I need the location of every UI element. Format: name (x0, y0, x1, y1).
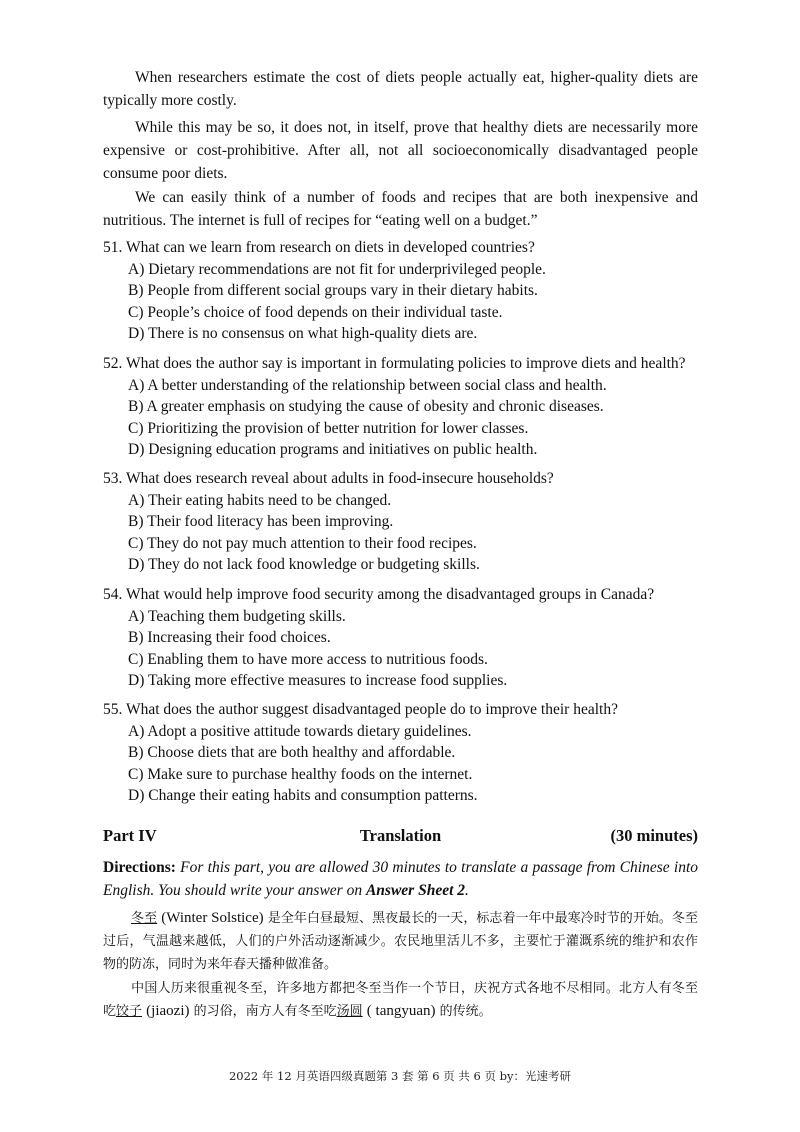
directions-text: For this part, you are allowed 30 minutes to translate a passage from Chinese into English. You should write your answer on (103, 859, 699, 899)
option-b: B) Choose diets that are both healthy and affordable. (128, 744, 456, 761)
option-d: D) There is no consensus on what high-quality diets are. (128, 325, 478, 342)
question-52 (103, 353, 723, 461)
question-53 (103, 468, 723, 576)
term-jiaozi: 饺子 (116, 1004, 143, 1019)
option-c: C) People’s choice of food depends on their individual taste. (128, 303, 503, 321)
page-footer: 2022 年 12 月英语四级真题第 3 套 第 6 页 共 6 页 by：光速考研 (228, 1069, 572, 1083)
translation-paragraph-2: 中国人历来很重视冬至，许多地方都把冬至当作一个节日，庆祝方式各地不尽相同。北方人有冬至吃饺子 (jiaozi) 的习俗，南方人有冬至吃汤圆 ( tangyuan) 的传统。 (103, 981, 698, 1019)
question-stem: 53. What does research reveal about adults in food-insecure households? (103, 470, 554, 487)
term-dongzhi-english: (Winter Solstice) (161, 910, 264, 926)
question-stem: 54. What would help improve food security among the disadvantaged groups in Canada? (103, 586, 655, 603)
option-d: D) Designing education programs and initiatives on public health. (128, 441, 538, 458)
option-d: D) Taking more effective measures to increase food supplies. (128, 672, 508, 689)
question-54 (103, 584, 723, 692)
part-label: Part IV (103, 826, 157, 845)
part-time: (30 minutes) (610, 826, 698, 845)
term-tangyuan-english: ( tangyuan) (366, 1003, 436, 1019)
translation-paragraph-1: 冬至 (Winter Solstice) 是全年白昼最短、黑夜最长的一天，标志着一年中最寒冷时节的开始。冬至过后，气温越来越低，人们的户外活动逐渐减少。农民地里活儿不多，主要忙于灌溉系统的维护和农作物的防冻，同时为来年春天播种做准备。 (103, 910, 698, 972)
option-d: D) Change their eating habits and consumption patterns. (128, 787, 478, 804)
question-55 (103, 699, 723, 807)
option-b: B) Their food literacy has been improving. (128, 513, 394, 530)
passage-paragraph-1: When researchers estimate the cost of diets people actually eat, higher-quality diets are typically more costly. (103, 69, 698, 109)
question-stem: 55. What does the author suggest disadvantaged people do to improve their health? (103, 701, 618, 718)
question-stem: 51. What can we learn from research on diets in developed countries? (103, 239, 535, 256)
answer-sheet-ref: Answer Sheet 2 (365, 882, 466, 899)
option-b: B) A greater emphasis on studying the cause of obesity and chronic diseases. (128, 398, 604, 415)
part-title: Translation (359, 826, 442, 845)
option-b: B) Increasing their food choices. (128, 629, 331, 646)
passage-paragraph-3: We can easily think of a number of foods and recipes that are both inexpensive and nutritious. The internet is full of recipes for “eating well on a budget.” (103, 189, 698, 229)
directions-label: Directions: (103, 859, 176, 876)
option-a: A) Their eating habits need to be changed. (128, 491, 392, 509)
term-dongzhi: 冬至 (131, 911, 158, 926)
question-51 (103, 237, 723, 345)
term-tangyuan: 汤圆 (336, 1004, 363, 1019)
directions: Directions: For this part, you are allowed 30 minutes to translate a passage from Chinese into English. You should write your answer on Answer Sheet 2. (103, 859, 699, 899)
option-c: C) Make sure to purchase healthy foods on the internet. (128, 765, 473, 783)
passage-paragraph-2: While this may be so, it does not, in itself, prove that healthy diets are necessarily more expensive or cost-prohibitive. After all, not all socioeconomically disadvantaged people consume poor diets. (103, 119, 698, 182)
part-heading (103, 824, 698, 848)
option-a: A) Dietary recommendations are not fit for underprivileged people. (128, 260, 546, 278)
option-b: B) People from different social groups vary in their dietary habits. (128, 282, 538, 299)
option-c: C) They do not pay much attention to their food recipes. (128, 534, 477, 552)
option-a: A) A better understanding of the relationship between social class and health. (128, 376, 607, 394)
option-a: A) Teaching them budgeting skills. (128, 607, 346, 625)
option-d: D) They do not lack food knowledge or budgeting skills. (128, 556, 480, 573)
option-c: C) Enabling them to have more access to nutritious foods. (128, 650, 488, 668)
question-stem: 52. What does the author say is important in formulating policies to improve diets and health? (103, 355, 686, 372)
option-a: A) Adopt a positive attitude towards dietary guidelines. (128, 722, 472, 740)
term-jiaozi-english: (jiaozi) (146, 1003, 190, 1019)
option-c: C) Prioritizing the provision of better nutrition for lower classes. (128, 419, 529, 437)
